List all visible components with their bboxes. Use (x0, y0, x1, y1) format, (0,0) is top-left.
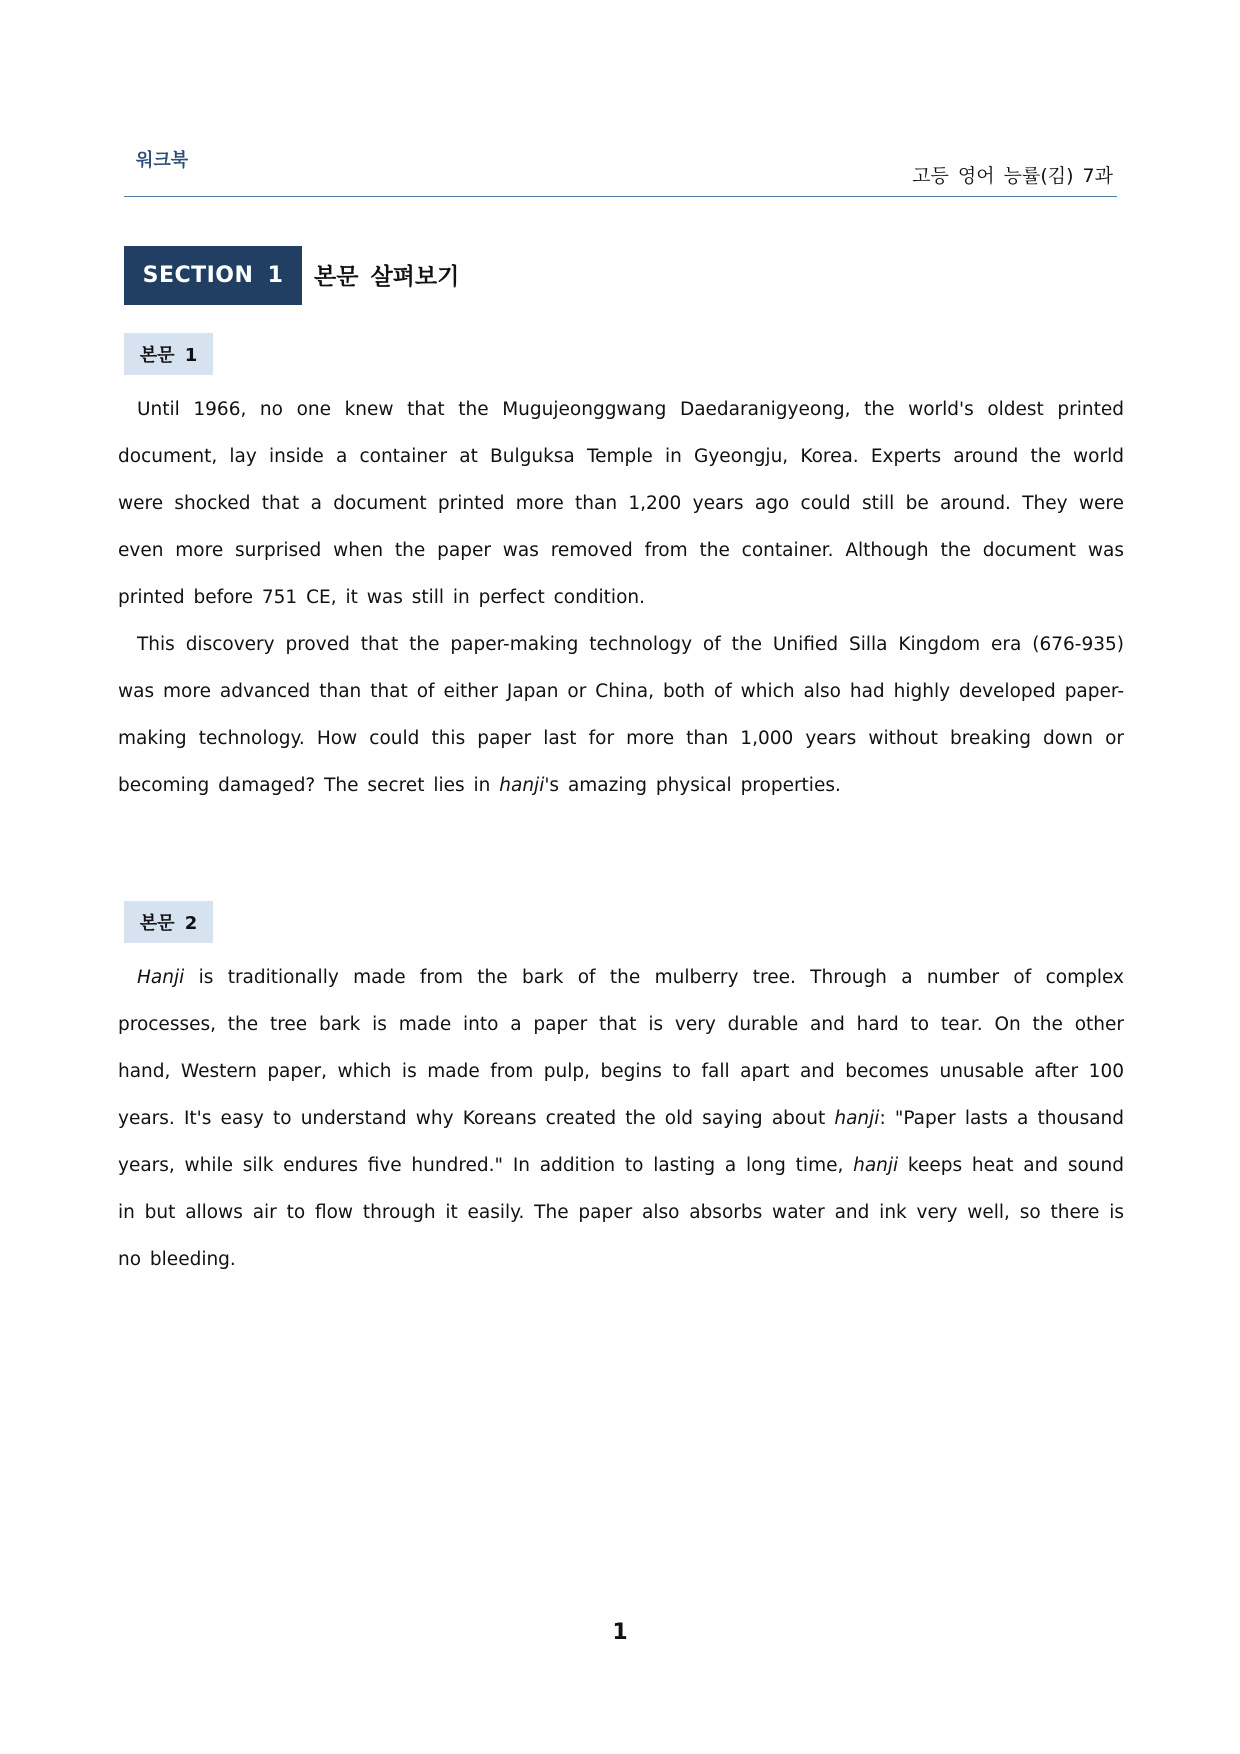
text-run: keeps heat and sound in but allows air to flow through it easily. The paper also absorbs water and ink very well, so there is no bleeding. (118, 1155, 1124, 1270)
italic-term: Hanji (137, 967, 185, 988)
text-run: : "Paper lasts a thousand years, while silk endures five hundred." In addition to lasting a long time, (118, 1108, 1125, 1176)
page-number: 1 (612, 1620, 628, 1645)
text-run: 's amazing physical properties. (544, 775, 841, 796)
italic-term: hanji (499, 775, 545, 796)
text-run: is traditionally made from the bark of the mulberry tree. Through a number of complex processes, the tree bark is made into a paper that is very durable and hard to tear. On the other hand, Western paper, which is made from pulp, begins to fall apart and becomes unusable after 100 years. It's easy to understand why Koreans created the old saying about (118, 967, 1124, 1129)
section-title: 본문 살펴보기 (314, 264, 460, 290)
course-label: 고등 영어 능률(김) 7과 (912, 165, 1113, 187)
text-run: This discovery proved that the paper-making technology of the Unified Silla Kingdom era (676-935) was more advanced than that of either Japan or China, both of which also had highly developed paper-making technology. How could this paper last for more than 1,000 years without breaking down or becoming damaged? The secret lies in (118, 634, 1124, 796)
paragraph (118, 621, 1124, 809)
italic-term: hanji (853, 1155, 899, 1176)
workbook-label: 워크북 (136, 150, 189, 171)
header-divider (124, 196, 1117, 197)
passage-2-body (118, 954, 1124, 1283)
paragraph (118, 954, 1124, 1283)
paragraph (118, 386, 1124, 621)
italic-term: hanji (834, 1108, 880, 1129)
passage-1-body (118, 386, 1124, 809)
section-badge: SECTION 1 (124, 246, 302, 305)
passage-1-label: 본문 1 (124, 333, 213, 375)
passage-2-label: 본문 2 (124, 901, 213, 943)
text-run: Until 1966, no one knew that the Mugujeonggwang Daedaranigyeong, the world's oldest printed document, lay inside a container at Bulguksa Temple in Gyeongju, Korea. Experts around the world were shocked that a document printed more than 1,200 years ago could still be around. They were even more surprised when the paper was removed from the container. Although the document was printed before 751 CE, it was still in perfect condition. (118, 399, 1124, 608)
